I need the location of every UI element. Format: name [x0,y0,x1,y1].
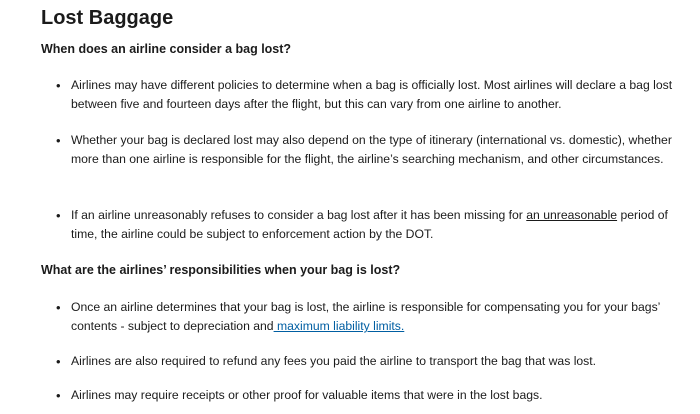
underlined-phrase: an unreasonable [526,208,618,222]
list-item [71,386,693,405]
list-item-text: Whether your bag is declared lost may also depend on the type of itinerary (international vs. domestic), whether more than one airline is responsible for the flight, the airline’s searching mechanism, and other circumstances. [71,133,672,166]
list-item-text: If an airline unreasonably refuses to consider a bag lost after it has been missing for [71,208,527,222]
list-item [71,298,693,336]
list-item [71,131,693,169]
list-item [71,352,693,371]
list-item-text: Airlines are also required to refund any fees you paid the airline to transport the bag that was lost. [71,354,597,368]
section-heading-when-lost: When does an airline consider a bag lost? [41,42,292,56]
page-title: Lost Baggage [41,7,174,29]
list-item [71,206,693,244]
list-item-text: Airlines may have different policies to determine when a bag is officially lost. Most airlines will declare a bag lost between five and fourteen days after the flight, but this can vary from one airline to another. [71,78,673,111]
list-item [71,76,693,114]
list-item-text: Airlines may require receipts or other proof for valuable items that were in the lost bags. [71,388,543,402]
maximum-liability-limits-link[interactable]: maximum liability limits. [273,319,405,333]
section-heading-responsibilities: What are the airlines’ responsibilities when your bag is lost? [41,263,401,277]
list-item-text: Once an airline determines that your bag is lost, the airline is responsible for compensating you for your bags’ contents - subject to depreciation and [71,300,660,333]
list-item-text: period of time, the airline could be subject to enforcement action by the DOT. [71,208,668,241]
